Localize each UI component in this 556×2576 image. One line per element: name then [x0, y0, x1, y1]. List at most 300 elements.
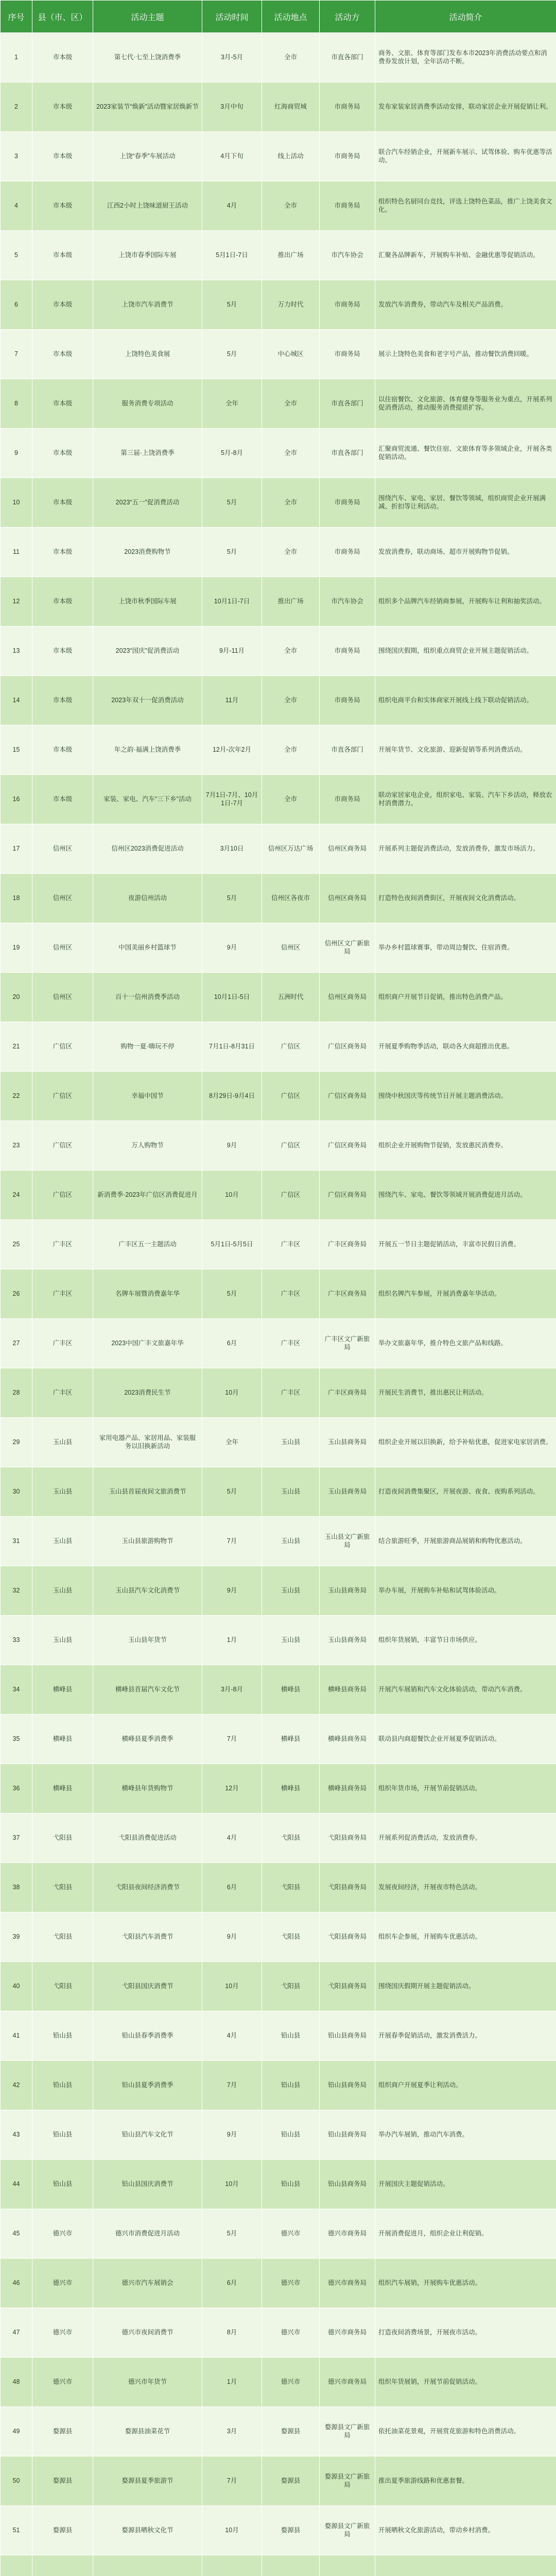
cell-place: 横峰县: [262, 1715, 320, 1764]
cell-desc: 围绕国庆假期开展主题促销活动。: [375, 1962, 556, 2011]
table-row: [1, 1665, 556, 1715]
cell-time: 全年: [202, 379, 262, 429]
cell-place: 广丰区: [262, 1368, 320, 1418]
cell-district: 铅山县: [32, 2011, 93, 2061]
cell-time: 8月: [202, 2308, 262, 2358]
table-row: [1, 2506, 556, 2555]
cell-time: 5月1日-5月5日: [202, 1220, 262, 1269]
cell-desc: 打造夜间消费集聚区，开展夜游、夜食、夜购系列活动。: [375, 1467, 556, 1517]
cell-time: 8月29日-9月4日: [202, 1072, 262, 1121]
cell-desc: 组织企业开展以旧换新，给予补贴优惠，促进家电家居消费。: [375, 1418, 556, 1467]
cell-place: 全市: [262, 725, 320, 775]
cell-time: 7月: [202, 2061, 262, 2110]
table-row: [1, 2160, 556, 2209]
cell-district: 广信区: [32, 1121, 93, 1171]
cell-desc: 推出夏季旅游线路和优惠套餐。: [375, 2456, 556, 2506]
cell-no: 39: [1, 1912, 32, 1962]
cell-no: 7: [1, 330, 32, 379]
cell-place: 全市: [262, 429, 320, 478]
cell-title: 2023家装节“焕新”活动暨家居焕新节: [93, 82, 202, 132]
cell-place: 广信区: [262, 1072, 320, 1121]
cell-org: 市商务局: [320, 676, 375, 725]
cell-district: 广信区: [32, 1171, 93, 1220]
header-desc: 活动简介: [375, 1, 556, 33]
cell-district: 市本级: [32, 725, 93, 775]
cell-time: 12月: [202, 1764, 262, 1814]
cell-time: 3月: [202, 2407, 262, 2456]
cell-district: 婺源县: [32, 2407, 93, 2456]
cell-desc: 组织汽车展销，开展购车优惠活动。: [375, 2259, 556, 2308]
cell-time: 10月: [202, 1171, 262, 1220]
cell-no: 23: [1, 1121, 32, 1171]
table-row: [1, 973, 556, 1022]
table-row: [1, 1566, 556, 1616]
cell-org: 市直各部门: [320, 33, 375, 82]
cell-no: 51: [1, 2506, 32, 2555]
cell-title: 2023“国庆”促消费活动: [93, 626, 202, 676]
cell-org: 市商务局: [320, 181, 375, 231]
cell-org: 德兴市商务局: [320, 2209, 375, 2259]
cell-time: 5月: [202, 478, 262, 528]
cell-place: 五洲时代: [262, 973, 320, 1022]
cell-desc: 围绕汽车、家电、家居、餐饮等领域，组织商贸企业开展满减、折扣等让利活动。: [375, 478, 556, 528]
cell-no: 5: [1, 231, 32, 280]
cell-time: 5月: [202, 1269, 262, 1319]
table-row: [1, 824, 556, 874]
cell-time: 3月中旬: [202, 82, 262, 132]
cell-place: 玉山县: [262, 1616, 320, 1665]
cell-title: 德兴市年货节: [93, 2358, 202, 2407]
cell-place: 德兴市: [262, 2358, 320, 2407]
cell-time: 4月: [202, 1814, 262, 1863]
cell-title: 家装、家电、汽车“三下乡”活动: [93, 775, 202, 824]
table-row: [1, 1418, 556, 1467]
cell-place: 中心城区: [262, 330, 320, 379]
cell-org: 玉山县商务局: [320, 1418, 375, 1467]
cell-desc: 组织年货展销，丰富节日市场供应。: [375, 1616, 556, 1665]
cell-place: 横峰县: [262, 1665, 320, 1715]
cell-place: 广丰区: [262, 1319, 320, 1368]
cell-no: 41: [1, 2011, 32, 2061]
table-row: [1, 2456, 556, 2506]
cell-place: 全市: [262, 626, 320, 676]
cell-time: 9月: [202, 2110, 262, 2160]
cell-desc: 组织商户开展节日促销，推出特色消费产品。: [375, 973, 556, 1022]
cell-title: 上饶特色美食展: [93, 330, 202, 379]
cell-title: 新消费季·2023年广信区消费促进月: [93, 1171, 202, 1220]
cell-district: 广信区: [32, 1072, 93, 1121]
cell-time: 7月1日-8月31日: [202, 1022, 262, 1072]
cell-district: 玉山县: [32, 1566, 93, 1616]
cell-time: 9月: [202, 923, 262, 973]
cell-title: 名牌车展暨消费嘉年华: [93, 1269, 202, 1319]
table-row: [1, 1220, 556, 1269]
table-row: [1, 1616, 556, 1665]
cell-title: 横峰县年货购物节: [93, 1764, 202, 1814]
cell-district: 市本级: [32, 676, 93, 725]
cell-desc: 开展晒秋文化旅游活动，带动乡村消费。: [375, 2506, 556, 2555]
cell-org: 德兴市商务局: [320, 2259, 375, 2308]
cell-place: 铅山县: [262, 2110, 320, 2160]
cell-org: 市商务局: [320, 528, 375, 577]
table-row: [1, 231, 556, 280]
cell-desc: 开展民生消费节，推出惠民让利活动。: [375, 1368, 556, 1418]
cell-time: 4月: [202, 181, 262, 231]
cell-desc: 开展消费促进月，组织企业让利促销。: [375, 2209, 556, 2259]
cell-org: 广信区商务局: [320, 1072, 375, 1121]
cell-district: [32, 2555, 93, 2576]
cell-org: 铅山县商务局: [320, 2160, 375, 2209]
table-row: [1, 379, 556, 429]
cell-title: 玉山县旅游购物节: [93, 1517, 202, 1566]
cell-desc: 组织年货展销，开展节前促销活动。: [375, 2358, 556, 2407]
cell-time: 5月: [202, 874, 262, 923]
cell-time: 3月-5月: [202, 33, 262, 82]
header-place: 活动地点: [262, 1, 320, 33]
cell-no: 21: [1, 1022, 32, 1072]
cell-district: 广丰区: [32, 1269, 93, 1319]
cell-title: 婺源县油菜花节: [93, 2407, 202, 2456]
header-district: 县（市、区）: [32, 1, 93, 33]
cell-no: 44: [1, 2160, 32, 2209]
cell-place: 婺源县: [262, 2456, 320, 2506]
cell-desc: 联动县内商超餐饮企业开展夏季促销活动。: [375, 1715, 556, 1764]
cell-time: 9月-11月: [202, 626, 262, 676]
cell-time: 1月: [202, 1616, 262, 1665]
cell-desc: 开展汽车展销和汽车文化体验活动，带动汽车消费。: [375, 1665, 556, 1715]
cell-no: 22: [1, 1072, 32, 1121]
cell-title: 上饶“春季”车展活动: [93, 132, 202, 181]
cell-time: 12月-次年2月: [202, 725, 262, 775]
cell-org: 市商务局: [320, 330, 375, 379]
cell-district: 市本级: [32, 429, 93, 478]
cell-org: 广丰区商务局: [320, 1220, 375, 1269]
cell-time: 3月10日: [202, 824, 262, 874]
table-row: [1, 1912, 556, 1962]
cell-no: 32: [1, 1566, 32, 1616]
table-row: [1, 1467, 556, 1517]
cell-desc: 组织商户开展夏季让利活动。: [375, 2061, 556, 2110]
cell-place: 德兴市: [262, 2209, 320, 2259]
cell-place: 弋阳县: [262, 1912, 320, 1962]
table-row: [1, 1368, 556, 1418]
cell-org: 信州区商务局: [320, 973, 375, 1022]
cell-time: 5月: [202, 1467, 262, 1517]
cell-place: 全市: [262, 181, 320, 231]
cell-no: 18: [1, 874, 32, 923]
cell-desc: 开展五一节日主题促销活动，丰富市民假日消费。: [375, 1220, 556, 1269]
cell-desc: 组织年货市场，开展节前促销活动。: [375, 1764, 556, 1814]
cell-time: [202, 2555, 262, 2576]
cell-time: 10月: [202, 1368, 262, 1418]
cell-title: 婺源县夏季旅游节: [93, 2456, 202, 2506]
cell-title: 万人购物节: [93, 1121, 202, 1171]
cell-title: 中国美丽乡村篮球节: [93, 923, 202, 973]
cell-no: 31: [1, 1517, 32, 1566]
cell-org: 玉山县商务局: [320, 1566, 375, 1616]
cell-org: 市直各部门: [320, 379, 375, 429]
cell-title: 横峰县夏季消费季: [93, 1715, 202, 1764]
cell-desc: 开展系列主题促消费活动，发放消费券，激发市场活力。: [375, 824, 556, 874]
cell-org: 横峰县商务局: [320, 1665, 375, 1715]
cell-org: 弋阳县商务局: [320, 1912, 375, 1962]
cell-no: 11: [1, 528, 32, 577]
cell-place: 红海商贸城: [262, 82, 320, 132]
cell-place: 德兴市: [262, 2259, 320, 2308]
cell-title: 婺源县晒秋文化节: [93, 2506, 202, 2555]
cell-district: 德兴市: [32, 2308, 93, 2358]
cell-place: 万力时代: [262, 280, 320, 330]
cell-place: 玉山县: [262, 1418, 320, 1467]
cell-district: 弋阳县: [32, 1962, 93, 2011]
cell-district: 广丰区: [32, 1368, 93, 1418]
cell-org: 市直各部门: [320, 725, 375, 775]
table-row: [1, 1171, 556, 1220]
cell-title: 年之韵·福满上饶消费季: [93, 725, 202, 775]
cell-time: 10月: [202, 1962, 262, 2011]
cell-title: 玉山县首届夜间文旅消费节: [93, 1467, 202, 1517]
cell-place: 横峰县: [262, 1764, 320, 1814]
cell-desc: 组织多个品牌汽车经销商参展，开展购车让利和抽奖活动。: [375, 577, 556, 626]
cell-title: 2023消费购物节: [93, 528, 202, 577]
cell-title: 服务消费专项活动: [93, 379, 202, 429]
cell-time: 9月: [202, 1121, 262, 1171]
cell-time: 5月: [202, 330, 262, 379]
cell-district: 市本级: [32, 577, 93, 626]
cell-place: 全市: [262, 676, 320, 725]
cell-district: 德兴市: [32, 2209, 93, 2259]
cell-desc: 打造夜间消费场景，开展夜市活动。: [375, 2308, 556, 2358]
cell-place: 广丰区: [262, 1269, 320, 1319]
cell-time: 7月1日-7月、10月1日-7月: [202, 775, 262, 824]
cell-org: 铅山县商务局: [320, 2110, 375, 2160]
cell-title: 横峰县首届汽车文化节: [93, 1665, 202, 1715]
cell-org: 广信区商务局: [320, 1171, 375, 1220]
cell-district: 铅山县: [32, 2061, 93, 2110]
cell-district: 市本级: [32, 33, 93, 82]
cell-desc: 打造特色夜间消费街区，开展夜间文化消费活动。: [375, 874, 556, 923]
table-row: [1, 1764, 556, 1814]
table-row: [1, 2358, 556, 2407]
cell-no: 50: [1, 2456, 32, 2506]
table-header: [1, 1, 556, 33]
cell-district: 信州区: [32, 973, 93, 1022]
cell-district: 市本级: [32, 132, 93, 181]
cell-org: 信州区文广新旅局: [320, 923, 375, 973]
cell-no: 29: [1, 1418, 32, 1467]
cell-district: 信州区: [32, 923, 93, 973]
cell-district: 德兴市: [32, 2358, 93, 2407]
cell-org: 市直各部门: [320, 429, 375, 478]
cell-district: 玉山县: [32, 1467, 93, 1517]
cell-time: 10月1日-5日: [202, 973, 262, 1022]
cell-district: 弋阳县: [32, 1863, 93, 1912]
cell-org: 玉山县商务局: [320, 1616, 375, 1665]
cell-place: 铅山县: [262, 2061, 320, 2110]
table-row: [1, 775, 556, 824]
cell-org: 弋阳县商务局: [320, 1962, 375, 2011]
cell-no: 6: [1, 280, 32, 330]
cell-org: 横峰县商务局: [320, 1715, 375, 1764]
cell-no: 3: [1, 132, 32, 181]
cell-district: 玉山县: [32, 1616, 93, 1665]
cell-title: 第七代·七至上饶消费季: [93, 33, 202, 82]
cell-org: 广丰区商务局: [320, 1269, 375, 1319]
cell-place: 全市: [262, 528, 320, 577]
cell-district: 市本级: [32, 231, 93, 280]
cell-place: 婺源县: [262, 2407, 320, 2456]
table-row: [1, 725, 556, 775]
cell-district: 婺源县: [32, 2506, 93, 2555]
cell-district: 信州区: [32, 874, 93, 923]
cell-title: 玉山县年货节: [93, 1616, 202, 1665]
cell-district: 铅山县: [32, 2110, 93, 2160]
cell-district: 弋阳县: [32, 1912, 93, 1962]
cell-no: 37: [1, 1814, 32, 1863]
cell-no: 20: [1, 973, 32, 1022]
cell-place: [262, 2555, 320, 2576]
cell-desc: 联动家居家电企业，组织家电、家装、汽车下乡活动，释放农村消费潜力。: [375, 775, 556, 824]
cell-no: 40: [1, 1962, 32, 2011]
table-row: [1, 2555, 556, 2576]
cell-org: 信州区商务局: [320, 824, 375, 874]
cell-no: 1: [1, 33, 32, 82]
cell-time: 5月: [202, 280, 262, 330]
cell-org: 广信区商务局: [320, 1022, 375, 1072]
cell-no: 26: [1, 1269, 32, 1319]
cell-place: 广信区: [262, 1171, 320, 1220]
cell-title: 2023中国广丰文旅嘉年华: [93, 1319, 202, 1368]
table-row: [1, 2209, 556, 2259]
table-row: [1, 626, 556, 676]
cell-title: 2023“五一”促消费活动: [93, 478, 202, 528]
cell-no: 48: [1, 2358, 32, 2407]
cell-desc: 开展年货节、文化旅游、迎新促销等系列消费活动。: [375, 725, 556, 775]
cell-time: 4月: [202, 2011, 262, 2061]
cell-title: 弋阳县夜间经济消费节: [93, 1863, 202, 1912]
cell-time: 10月1日-7日: [202, 577, 262, 626]
cell-time: 5月-8月: [202, 429, 262, 478]
cell-time: 7月: [202, 1517, 262, 1566]
cell-place: 全市: [262, 775, 320, 824]
cell-no: 24: [1, 1171, 32, 1220]
cell-no: 4: [1, 181, 32, 231]
cell-district: 市本级: [32, 181, 93, 231]
cell-org: 弋阳县商务局: [320, 1863, 375, 1912]
cell-no: 36: [1, 1764, 32, 1814]
table-row: [1, 676, 556, 725]
cell-district: 信州区: [32, 824, 93, 874]
cell-district: 广丰区: [32, 1319, 93, 1368]
cell-title: 铅山县春季消费季: [93, 2011, 202, 2061]
cell-desc: 围绕国庆假期，组织重点商贸企业开展主题促销活动。: [375, 626, 556, 676]
cell-desc: 组织企业开展购物节促销，发放惠民消费券。: [375, 1121, 556, 1171]
cell-org: 广信区商务局: [320, 1121, 375, 1171]
header-row: [1, 1, 556, 33]
cell-title: 上饶市春季国际车展: [93, 231, 202, 280]
cell-time: 6月: [202, 1319, 262, 1368]
cell-desc: 开展系列促消费活动，发放消费券。: [375, 1814, 556, 1863]
cell-no: 38: [1, 1863, 32, 1912]
table-row: [1, 429, 556, 478]
cell-place: 玉山县: [262, 1566, 320, 1616]
cell-district: 玉山县: [32, 1418, 93, 1467]
cell-time: 1月: [202, 2358, 262, 2407]
cell-desc: 围绕中秋国庆等传统节日开展主题消费活动。: [375, 1072, 556, 1121]
cell-org: 铅山县商务局: [320, 2061, 375, 2110]
cell-org: 市商务局: [320, 775, 375, 824]
cell-no: [1, 2555, 32, 2576]
cell-place: 弋阳县: [262, 1814, 320, 1863]
cell-time: 3月-8月: [202, 1665, 262, 1715]
cell-title: 铅山县国庆消费节: [93, 2160, 202, 2209]
cell-desc: 结合旅游旺季，开展旅游商品展销和购物优惠活动。: [375, 1517, 556, 1566]
table-row: [1, 1022, 556, 1072]
cell-time: 10月: [202, 2160, 262, 2209]
cell-title: 铅山县汽车文化节: [93, 2110, 202, 2160]
header-time: 活动时间: [202, 1, 262, 33]
cell-time: 5月1日-7日: [202, 231, 262, 280]
cell-title: 广丰区五一主题活动: [93, 1220, 202, 1269]
cell-title: 弋阳县国庆消费节: [93, 1962, 202, 2011]
cell-org: 铅山县商务局: [320, 2011, 375, 2061]
cell-desc: 发展夜间经济，开展夜市特色活动。: [375, 1863, 556, 1912]
cell-org: 信州区商务局: [320, 874, 375, 923]
cell-title: 2023消费民生节: [93, 1368, 202, 1418]
cell-no: 35: [1, 1715, 32, 1764]
cell-desc: 汇聚各品牌新车，开展购车补贴、金融优惠等促销活动。: [375, 231, 556, 280]
cell-district: 铅山县: [32, 2160, 93, 2209]
cell-org: 广丰区文广新旅局: [320, 1319, 375, 1368]
cell-place: 婺源县: [262, 2506, 320, 2555]
cell-time: 6月: [202, 2259, 262, 2308]
cell-place: 推出广场: [262, 231, 320, 280]
cell-title: 江西2小时上饶味道厨王活动: [93, 181, 202, 231]
cell-desc: 发布家装家居消费季活动安排，联动家居企业开展促销让利。: [375, 82, 556, 132]
cell-desc: 开展夏季购物季活动，联动各大商超推出优惠。: [375, 1022, 556, 1072]
cell-no: 13: [1, 626, 32, 676]
cell-title: 2023年双十一促消费活动: [93, 676, 202, 725]
cell-org: 德兴市商务局: [320, 2358, 375, 2407]
cell-org: 市汽车协会: [320, 231, 375, 280]
cell-title: 玉山县汽车文化消费节: [93, 1566, 202, 1616]
cell-district: 市本级: [32, 330, 93, 379]
cell-place: 弋阳县: [262, 1863, 320, 1912]
cell-district: 市本级: [32, 478, 93, 528]
table-row: [1, 577, 556, 626]
cell-title: 夜游信州活动: [93, 874, 202, 923]
cell-place: 信州区各夜市: [262, 874, 320, 923]
cell-place: 广信区: [262, 1121, 320, 1171]
cell-org: 横峰县商务局: [320, 1764, 375, 1814]
cell-org: 广丰区商务局: [320, 1368, 375, 1418]
cell-no: 27: [1, 1319, 32, 1368]
cell-no: 19: [1, 923, 32, 973]
table-row: [1, 2061, 556, 2110]
cell-place: 玉山县: [262, 1467, 320, 1517]
cell-org: 弋阳县商务局: [320, 1814, 375, 1863]
cell-no: 45: [1, 2209, 32, 2259]
cell-place: 广信区: [262, 1022, 320, 1072]
cell-desc: 组织车企参展，开展购车优惠活动。: [375, 1912, 556, 1962]
table-row: [1, 1962, 556, 2011]
cell-desc: 开展春季促销活动，激发消费活力。: [375, 2011, 556, 2061]
cell-org: 市商务局: [320, 82, 375, 132]
cell-time: 7月: [202, 2456, 262, 2506]
cell-no: 28: [1, 1368, 32, 1418]
table-row: [1, 2011, 556, 2061]
cell-no: 8: [1, 379, 32, 429]
